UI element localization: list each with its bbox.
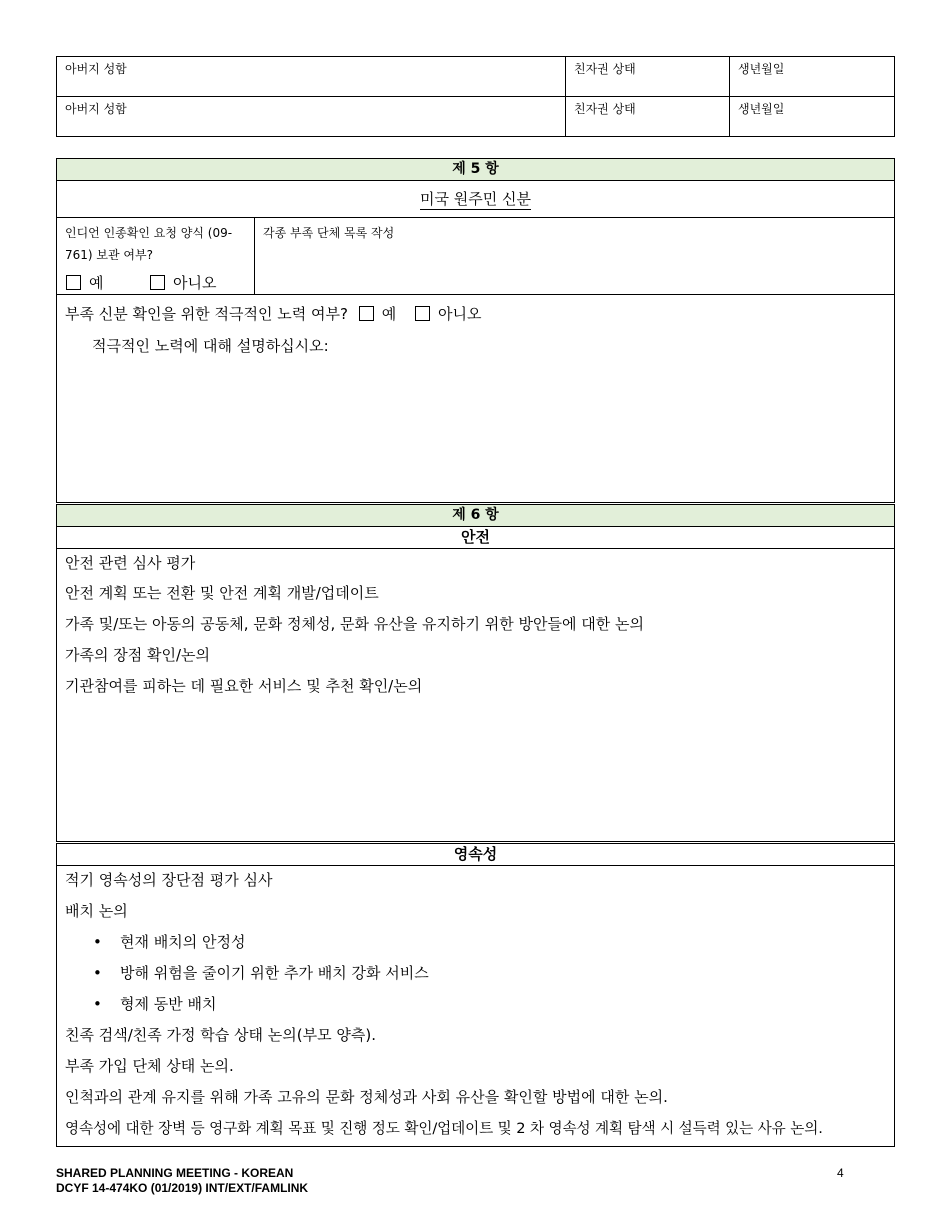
bullet-text: 현재 배치의 안정성: [120, 933, 246, 951]
father-name-cell[interactable]: [57, 97, 566, 137]
section6-item: 안전 계획 또는 전환 및 안전 계획 개발/업데이트: [65, 584, 379, 602]
permanency-bullet: [93, 931, 245, 952]
permanency-item: 인척과의 관계 유지를 위해 가족 고유의 문화 정체성과 사회 유산을 확인할 방법에 대한 논의.: [65, 1088, 668, 1106]
father-name-cell[interactable]: [57, 57, 566, 97]
permanency-item: 영속성에 대한 장벽 등 영구화 계획 목표 및 진행 정도 확인/업데이트 및 2 차 영속성 계획 탐색 시 설득력 있는 사유 논의.: [65, 1120, 823, 1137]
section6-item: 가족의 장점 확인/논의: [65, 646, 211, 664]
form-no-checkbox[interactable]: [150, 275, 165, 290]
custody-status-label: 친자권 상태: [574, 102, 636, 116]
effort-no-checkbox[interactable]: [415, 306, 430, 321]
footer-title: SHARED PLANNING MEETING - KOREAN: [56, 1166, 294, 1180]
footer-form-number: DCYF 14-474KO (01/2019) INT/EXT/FAMLINK: [56, 1181, 309, 1195]
permanency-bullet: [93, 962, 429, 983]
section5-header: 제 5 항: [57, 159, 894, 181]
bullet-dot: •: [93, 995, 102, 1013]
section6-header: 제 6 항: [57, 505, 894, 527]
section6-title: 안전: [57, 527, 894, 549]
permanency-item: 친족 검색/친족 가정 학습 상태 논의(부모 양측).: [65, 1026, 376, 1044]
father-row: [57, 97, 895, 137]
page-number: 4: [837, 1166, 844, 1180]
effort-yes-checkbox[interactable]: [359, 306, 374, 321]
tribe-list-cell[interactable]: [255, 218, 894, 295]
form-yes-label: 예: [89, 274, 104, 292]
bullet-text: 방해 위험을 줄이기 위한 추가 배치 강화 서비스: [120, 964, 429, 982]
effort-question-row: [65, 303, 481, 324]
form-yes-option[interactable]: [66, 272, 104, 293]
permanency-item: 배치 논의: [65, 902, 128, 920]
father-row: [57, 57, 895, 97]
father-table: [56, 56, 895, 137]
form-no-label: 아니오: [173, 274, 217, 292]
effort-explain: 적극적인 노력에 대해 설명하십시오:: [92, 337, 329, 355]
bullet-dot: •: [93, 964, 102, 982]
form-question-line2: 761) 보관 여부?: [65, 248, 153, 262]
form-no-option[interactable]: [150, 272, 216, 293]
dob-label: 생년월일: [738, 102, 785, 116]
effort-no-label: 아니오: [437, 305, 482, 323]
section6-item: 기관참여를 피하는 데 필요한 서비스 및 추천 확인/논의: [65, 677, 423, 695]
section6-item: 안전 관련 심사 평가: [65, 554, 196, 572]
section5-title: [57, 181, 894, 218]
permanency-title: 영속성: [57, 844, 894, 866]
form-question-line1: 인디언 인종확인 요청 양식 (09-: [65, 226, 233, 240]
permanency-item: 부족 가입 단체 상태 논의.: [65, 1057, 234, 1075]
tribe-list-label: 각종 부족 단체 목록 작성: [263, 226, 395, 240]
father-name-label: 아버지 성함: [65, 62, 127, 76]
section6-item: 가족 및/또는 아동의 공동체, 문화 정체성, 문화 유산을 유지하기 위한 방안들에 대한 논의: [65, 615, 644, 633]
custody-status-cell[interactable]: [566, 57, 730, 97]
effort-yes-label: 예: [381, 305, 397, 323]
father-name-label: 아버지 성함: [65, 102, 127, 116]
form-question-cell: [57, 218, 255, 295]
dob-label: 생년월일: [738, 62, 785, 76]
dob-cell[interactable]: [730, 97, 895, 137]
custody-status-cell[interactable]: [566, 97, 730, 137]
bullet-dot: •: [93, 933, 102, 951]
custody-status-label: 친자권 상태: [574, 62, 636, 76]
form-yes-checkbox[interactable]: [66, 275, 81, 290]
permanency-item: 적기 영속성의 장단점 평가 심사: [65, 871, 273, 889]
effort-question: 부족 신분 확인을 위한 적극적인 노력 여부?: [65, 305, 348, 323]
section5-title-text: 미국 원주민 신분: [420, 190, 531, 208]
permanency-bullet: [93, 993, 216, 1014]
bullet-text: 형제 동반 배치: [120, 995, 217, 1013]
dob-cell[interactable]: [730, 57, 895, 97]
